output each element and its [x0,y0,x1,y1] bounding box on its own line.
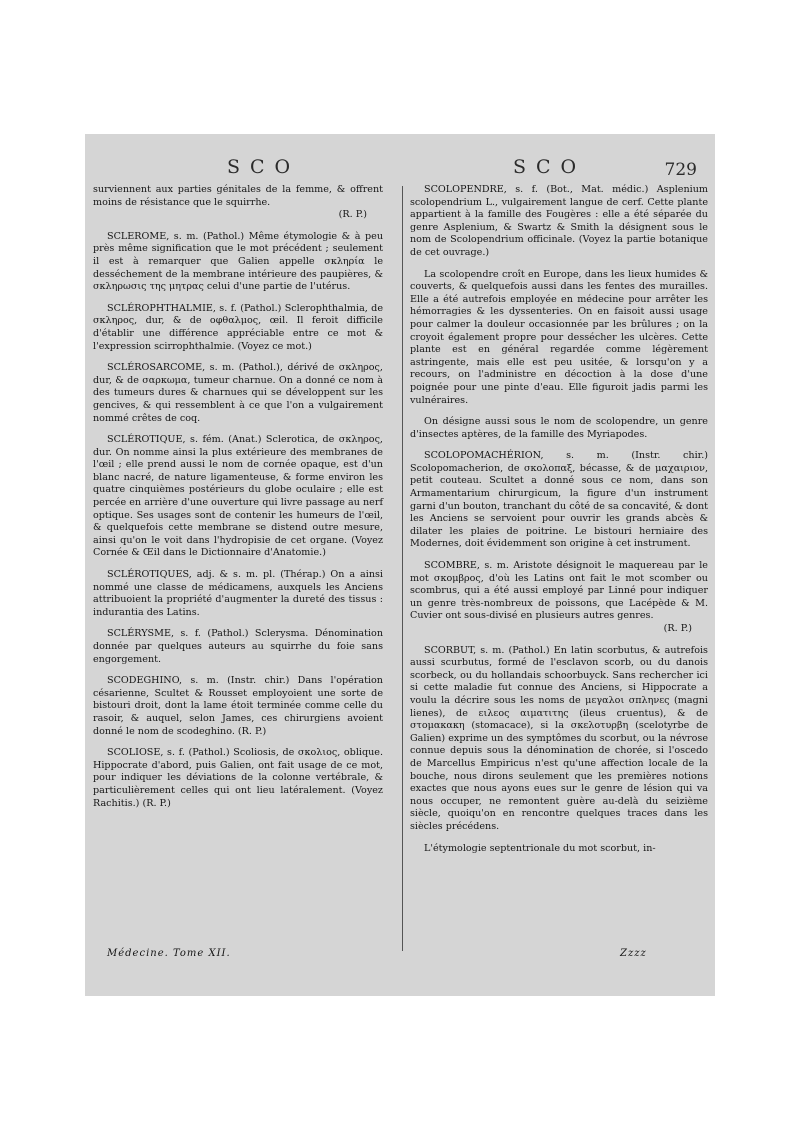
dictionary-entry [93,747,383,810]
entry-text: SCLÉROTIQUE, s. fém. (Anat.) Sclerotica, de σκληρος, dur. On nomme ainsi la plus extérieure des membranes de l'œil ; elle prend aussi le nom de cornée opaque, est d'un blanc nacré, de nature ligamenteuse, & forme environ les quatre cinquièmes postérieurs du globe oculaire ; elle est percée en arrière d'une ouverture qui livre passage au nerf optique. Ses usages sont de contenir les humeurs de l'œil, & quelquefois cette membrane se distend outre mesure, ainsi qu'on le voit dans l'hydropisie de cet organe. (Voyez Cornée & Œil dans le Dictionnaire d'Anatomie.) [93,434,383,559]
entry-text: On désigne aussi sous le nom de scolopendre, un genre d'insectes aptères, de la famille des Myriapodes. [410,416,708,440]
dictionary-entry [93,569,383,619]
dictionary-entry [410,184,708,260]
dictionary-entry [93,303,383,353]
entry-text: SCLÉROSARCOME, s. m. (Pathol.), dérivé de σκληρος, dur, & de σαρκωμα, tumeur charnue. On a donné ce nom à des tumeurs dures & charnues qui se développent sur les gencives, & qui ressemblent à ce que l'on a vulgairement nommé crêtes de coq. [93,362,383,424]
dictionary-entry [410,269,708,408]
footer-signature-right: Zzzz [620,948,647,959]
entry-text: La scolopendre croît en Europe, dans les lieux humides & couverts, & quelquefois aussi dans les fentes des murailles. Elle a été autrefois employée en médecine pour arrêter les hémorragies & les dyssenteries. On en faisoit aussi usage pour calmer la douleur occasionnée par les brûlures ; on la croyoit également propre pour dessécher les ulcères. Cette plante est en général regardée comme légèrement astringente, mais elle est peu usitée, & lorsqu'on y a recours, on l'administre en décoction à la dose d'une poignée pour une pinte d'eau. Elle figuroit jadis parmi les vulnéraires. [410,268,708,406]
dictionary-entry [410,416,708,441]
scanned-page [85,134,715,996]
dictionary-entry [93,184,383,222]
dictionary-entry [93,675,383,738]
page-number: 729 [664,160,697,180]
column-divider [402,186,403,951]
dictionary-entry [93,628,383,666]
entry-text: SCOMBRE, s. m. Aristote désignoit le maquereau par le mot σκομβρος, d'où les Latins ont fait le mot scomber ou scombrus, qui a été aussi employé par Linné pour indiquer un genre très-nombreux de poissons, que Lacépède & M. Cuvier ont sous-divisé en plusieurs autres genres. [410,560,708,622]
entry-text: L'étymologie septentrionale du mot scorbut, in- [424,842,656,854]
entry-signature: (R. P.) [663,623,692,634]
running-head-right: SCO [513,156,587,178]
dictionary-entry [410,450,708,551]
entry-text: SCLEROME, s. m. (Pathol.) Même étymologie & à peu près même signification que le mot précédent ; seulement il est à remarquer que Galien appelle σκληρία le desséchement de la membrane intérieure des paupières, & σκληρωσις της μητρας celui d'une partie de l'utérus. [93,230,383,293]
footer-signature-left: Médecine. Tome XII. [107,948,231,959]
entry-text: SCLÉROPHTHALMIE, s. f. (Pathol.) Sclerophthalmia, de σκληρος, dur, & de οφθαλμος, œil. Il feroit difficile d'établir une différence appréciable entre ce mot & l'expression scirrophthalmie. (Voyez ce mot.) [93,302,383,352]
right-column [410,184,708,864]
dictionary-entry [410,560,708,636]
running-head-left: SCO [227,156,301,178]
entry-text: SCLÉROTIQUES, adj. & s. m. pl. (Thérap.) On a ainsi nommé une classe de médicamens, auxquels les Anciens attribuoient la propriété d'augmenter la dureté des tissus : indurantia des Latins. [93,569,383,618]
entry-text: SCOLOPOMACHÉRION, s. m. (Instr. chir.) Scolopomacherion, de σκολοπαξ, bécasse, & de μαχαιριον, petit couteau. Scultet a donné sous ce nom, dans son Armamentarium chirurgicum, la figure d'un instrument garni d'un bouton, tranchant du côté de sa concavité, & dont les Anciens se servoient pour ouvrir les grands abcès & dilater les plaies de poitrine. Le bistouri herniaire des Modernes, doit évidemment son origine à cet instrument. [410,450,708,550]
dictionary-entry [93,434,383,560]
dictionary-entry [410,645,708,834]
entry-text: SCORBUT, s. m. (Pathol.) En latin scorbutus, & autrefois aussi scurbutus, formé de l'esclavon scorb, ou du danois scorbeck, ou du hollandais schoorbuyck. Sans rechercher ici si cette maladie fut connue des Anciens, si Hippocrate a voulu la décrire sous les noms de μεγαλοι σπληνες (magni lienes), de ειλεος αιματιτης (ileus cruentus), & de στομακακη (stomacace), si la σκελοτυρβη (scelotyrbe de Galien) exprime un des symptômes du scorbut, ou la névrose connue depuis sous la dénomination de chorée, si l'oscedo de Marcellus Empiricus n'est qu'une affection locale de la bouche, nous dirons seulement que les premières notions exactes que nous ayons eues sur le genre de lésion qui va nous occuper, ne remontent guère au-delà du seizième siècle, quoiqu'on en rencontre quelques traces dans les siècles précédens. [410,644,708,832]
dictionary-entry [93,362,383,425]
entry-text: SCOLOPENDRE, s. f. (Bot., Mat. médic.) Asplenium scolopendrium L., vulgairement langue de cerf. Cette plante appartient à la famille des Fougères : elle a été séparée du genre Asplenium, & Swartz & Smith la désignent sous le nom de Scolopendrium officinale. (Voyez la partie botanique de cet ouvrage.) [410,184,708,258]
entry-text: surviennent aux parties génitales de la femme, & offrent moins de résistance que le squirrhe. [93,184,383,208]
dictionary-entry [410,843,708,856]
entry-text: SCODEGHINO, s. m. (Instr. chir.) Dans l'opération césarienne, Scultet & Rousset employoient une sorte de bistouri droit, dont la lame étoit terminée comme celle du rasoir, & auquel, selon James, ces chirurgiens avoient donné le nom de scodeghino. (R. P.) [93,675,383,737]
left-column [93,184,383,819]
dictionary-entry [93,231,383,294]
entry-signature: (R. P.) [338,209,367,221]
entry-text: SCOLIOSE, s. f. (Pathol.) Scoliosis, de σκολιος, oblique. Hippocrate d'abord, puis Galien, ont fait usage de ce mot, pour indiquer les déviations de la colonne vertébrale, & particulièrement celles qui ont lieu latéralement. (Voyez Rachitis.) (R. P.) [93,747,383,809]
entry-text: SCLÉRYSME, s. f. (Pathol.) Sclerysma. Dénomination donnée par quelques auteurs au squirrhe du foie sans engorgement. [93,628,383,665]
